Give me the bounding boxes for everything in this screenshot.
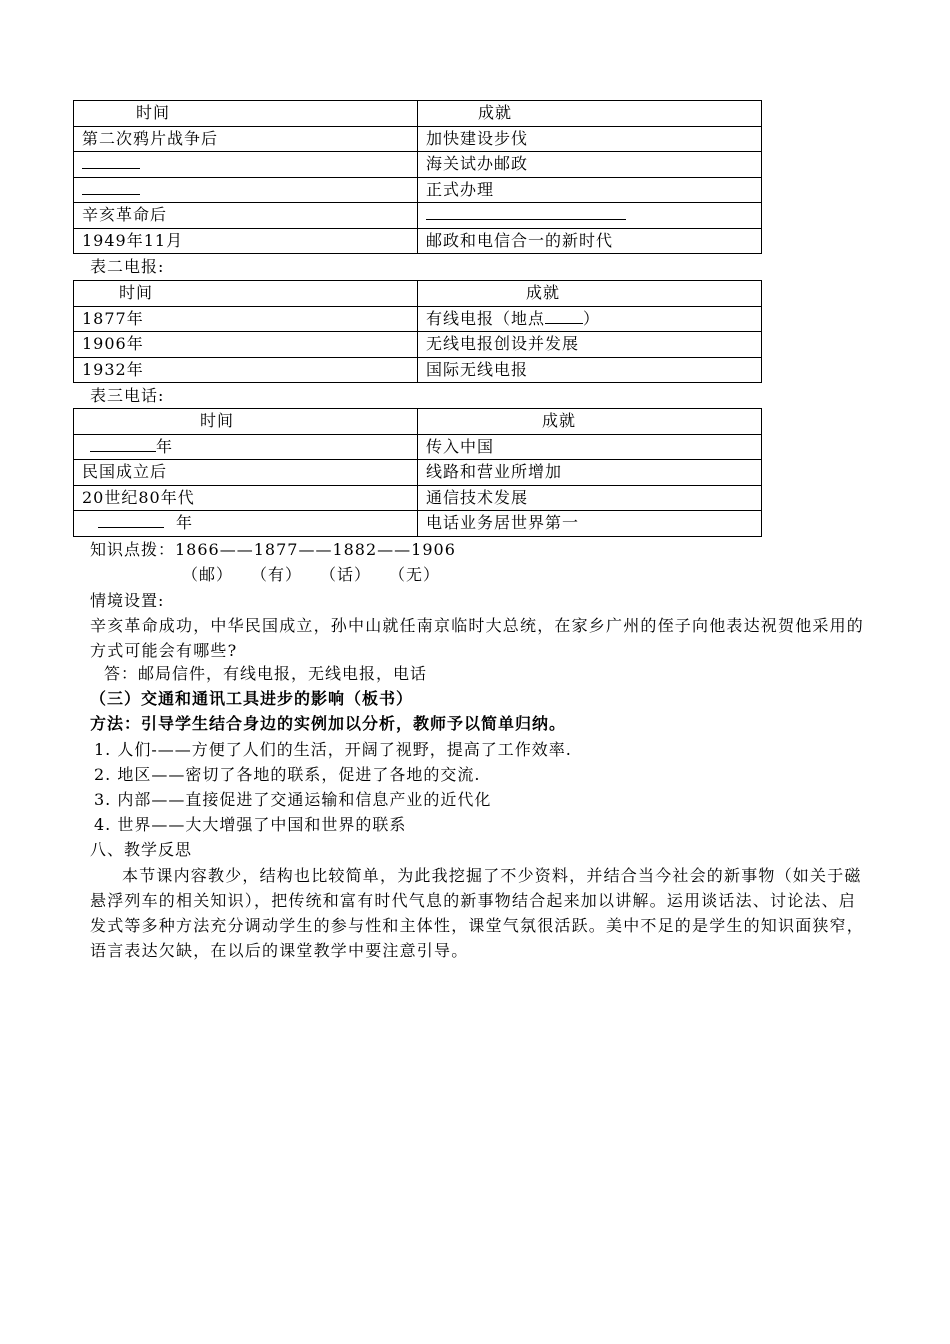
fill-blank <box>82 178 140 195</box>
table-telephone <box>73 408 762 537</box>
cell-text: 年 <box>176 513 194 533</box>
method-text: 方法：引导学生结合身边的实例加以分析，教师予以简单归纳。 <box>90 714 567 733</box>
table-row <box>74 126 762 152</box>
reflection-title: 八、教学反思 <box>90 840 193 859</box>
fill-blank <box>98 511 164 528</box>
cell-achievement: 海关试办邮政 <box>418 152 762 178</box>
header-time: 时间 <box>74 101 418 127</box>
table3-caption: 表三电话: <box>90 386 165 405</box>
cell-achievement: 传入中国 <box>418 434 762 460</box>
cell-time: 1949年11月 <box>74 228 418 254</box>
knowledge-line: 知识点拨：1866——1877——1882——1906 <box>90 540 456 559</box>
list-item: 4. 世界——大大增强了中国和世界的联系 <box>94 815 407 834</box>
table-row <box>74 177 762 203</box>
header-time: 时间 <box>74 409 418 435</box>
cell-time: 第二次鸦片战争后 <box>74 126 418 152</box>
cell-time: 1906年 <box>74 332 418 358</box>
reflection-text: 本节课内容教少，结构也比较简单，为此我挖掘了不少资料，并结合当今社会的新事物（如关于磁悬浮列车的相关知识），把传统和富有时代气息的新事物结合起来加以讲解。运用谈话法、讨论法、启发式等多种方法充分调动学生的参与性和主体性，课堂气氛很活跃。美中不足的是学生的知识面狭窄，语言表达欠缺，在以后的课堂教学中要注意引导。 <box>90 866 865 960</box>
table-row <box>74 434 762 460</box>
header-achievement: 成就 <box>418 101 762 127</box>
cell-text: 有线电报（地点 <box>426 308 546 328</box>
cell-achievement: 无线电报创设并发展 <box>418 332 762 358</box>
fill-blank <box>426 203 626 220</box>
header-time: 时间 <box>74 281 418 307</box>
cell-time <box>74 511 418 537</box>
cell-achievement: 电话业务居世界第一 <box>418 511 762 537</box>
table-row <box>74 203 762 229</box>
header-achievement: 成就 <box>418 409 762 435</box>
cell-achievement-blank <box>418 203 762 229</box>
table-row <box>74 460 762 486</box>
table-row <box>74 332 762 358</box>
cell-time <box>74 434 418 460</box>
knowledge-notes: （邮） （有） （话） （无） <box>182 565 441 584</box>
list-item: 1. 人们-——方便了人们的生活，开阔了视野，提高了工作效率. <box>94 740 572 759</box>
table-header-row <box>74 281 762 307</box>
cell-time: 1877年 <box>74 306 418 332</box>
header-achievement: 成就 <box>418 281 762 307</box>
cell-text-close: ） <box>583 308 601 328</box>
table-row <box>74 228 762 254</box>
table2-caption: 表二电报: <box>90 257 165 276</box>
table-row <box>74 511 762 537</box>
cell-time-blank <box>74 177 418 203</box>
scenario-answer: 答：邮局信件，有线电报，无线电报，电话 <box>104 664 428 683</box>
table-telegraph <box>73 280 762 383</box>
cell-time: 20世纪80年代 <box>74 485 418 511</box>
fill-blank <box>545 307 583 324</box>
scenario-text: 辛亥革命成功，中华民国成立，孙中山就任南京临时大总统，在家乡广州的侄子向他表达祝贺他采用的方式可能会有哪些? <box>90 616 865 660</box>
cell-achievement: 邮政和电信合一的新时代 <box>418 228 762 254</box>
fill-blank <box>90 435 156 452</box>
table-row <box>74 485 762 511</box>
cell-text: 年 <box>156 436 174 456</box>
cell-achievement: 正式办理 <box>418 177 762 203</box>
cell-achievement: 加快建设步伐 <box>418 126 762 152</box>
table-header-row <box>74 101 762 127</box>
table-row <box>74 152 762 178</box>
cell-time: 1932年 <box>74 357 418 383</box>
cell-time-blank <box>74 152 418 178</box>
cell-achievement <box>418 306 762 332</box>
list-item: 2. 地区——密切了各地的联系，促进了各地的交流. <box>94 765 481 784</box>
cell-time: 辛亥革命后 <box>74 203 418 229</box>
list-item: 3. 内部——直接促进了交通运输和信息产业的近代化 <box>94 790 492 809</box>
table-row <box>74 306 762 332</box>
cell-achievement: 国际无线电报 <box>418 357 762 383</box>
fill-blank <box>82 152 140 169</box>
cell-time: 民国成立后 <box>74 460 418 486</box>
cell-achievement: 线路和营业所增加 <box>418 460 762 486</box>
section-heading: （三）交通和通讯工具进步的影响（板书） <box>90 689 414 708</box>
table-postal <box>73 100 762 254</box>
table-row <box>74 357 762 383</box>
cell-achievement: 通信技术发展 <box>418 485 762 511</box>
table-header-row <box>74 409 762 435</box>
scenario-title: 情境设置: <box>90 591 165 610</box>
